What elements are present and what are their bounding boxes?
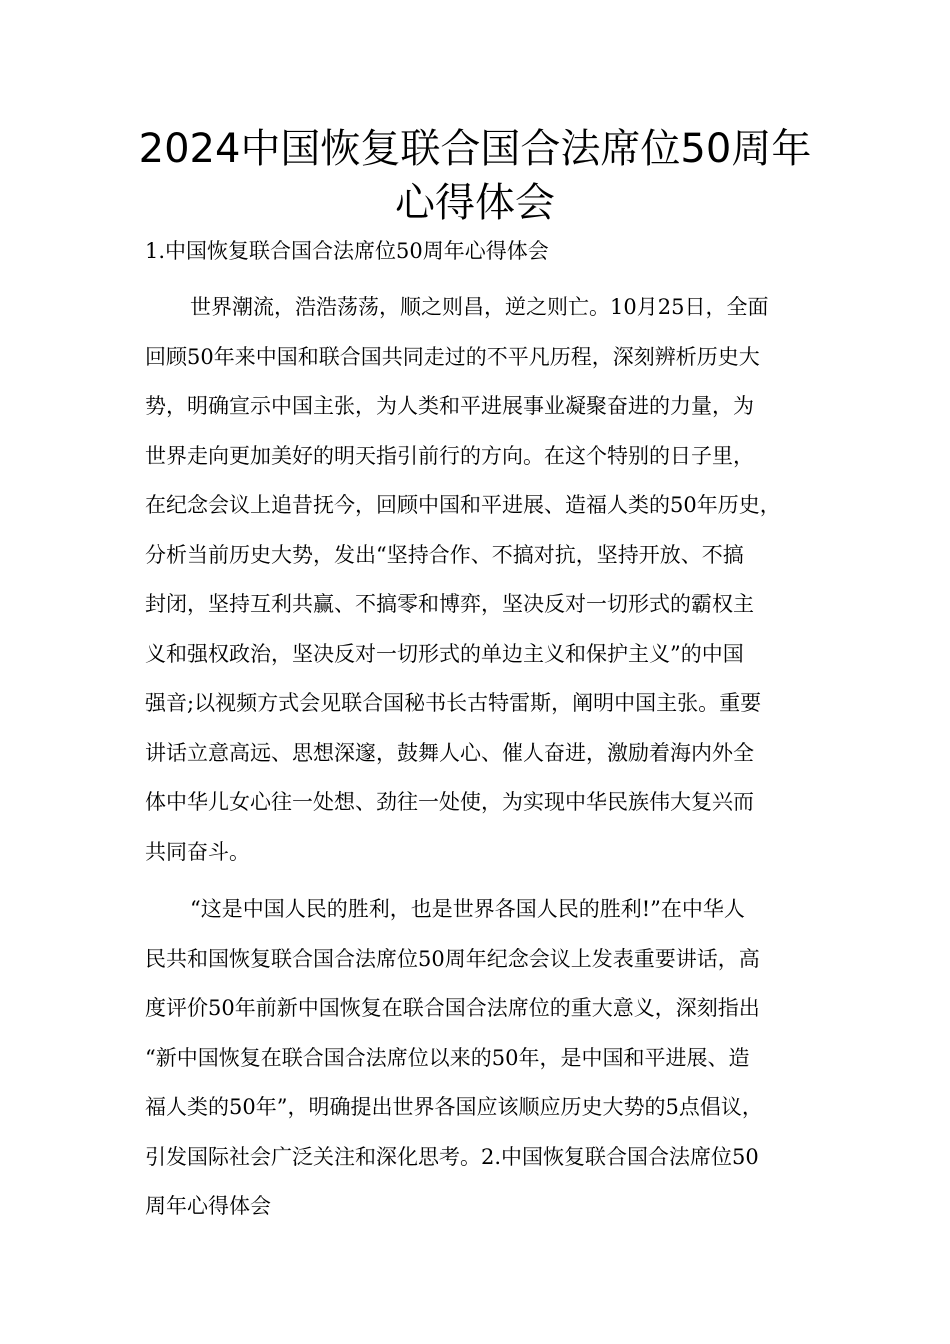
paragraph-line: 引发国际社会广泛关注和深化思考。2.中国恢复联合国合法席位50 bbox=[145, 1144, 759, 1169]
paragraph-line: 封闭，坚持互利共赢、不搞零和博弈，坚决反对一切形式的霸权主 bbox=[145, 592, 754, 616]
paragraph-line: 义和强权政治，坚决反对一切形式的单边主义和保护主义”的中国 bbox=[145, 641, 744, 666]
paragraph-line: 在纪念会议上追昔抚今，回顾中国和平进展、造福人类的50年历史， bbox=[145, 493, 781, 517]
paragraph-line: 民共和国恢复联合国合法席位50周年纪念会议上发表重要讲话，高 bbox=[145, 946, 760, 971]
paragraph-line: 世界走向更加美好的明天指引前行的方向。在这个特别的日子里， bbox=[145, 443, 754, 468]
paragraph-line: “这是中国人民的胜利，也是世界各国人民的胜利!”在中华人 bbox=[190, 897, 745, 921]
paragraph-line: 强音;以视频方式会见联合国秘书长古特雷斯，阐明中国主张。重要 bbox=[145, 691, 762, 715]
paragraph-line: 势，明确宣示中国主张，为人类和平进展事业凝聚奋进的力量，为 bbox=[145, 394, 754, 418]
paragraph-line: 讲话立意高远、思想深邃，鼓舞人心、催人奋进，激励着海内外全 bbox=[145, 740, 754, 765]
document-title-line: 心得体会 bbox=[395, 180, 555, 226]
paragraph-line: “新中国恢复在联合国合法席位以来的50年，是中国和平进展、造 bbox=[145, 1045, 750, 1070]
paragraph-line: 福人类的50年”，明确提出世界各国应该顺应历史大势的5点倡议， bbox=[145, 1095, 763, 1119]
paragraph-line: 体中华儿女心往一处想、劲往一处使，为实现中华民族伟大复兴而 bbox=[145, 790, 754, 814]
document-title-line: 2024中国恢复联合国合法席位50周年 bbox=[138, 126, 812, 172]
paragraph-1 bbox=[145, 283, 835, 877]
paragraph-2 bbox=[145, 885, 835, 1232]
section-heading: 1.中国恢复联合国合法席位50周年心得体会 bbox=[145, 239, 549, 263]
paragraph-line: 共同奋斗。 bbox=[145, 839, 250, 864]
paragraph-line: 分析当前历史大势，发出“坚持合作、不搞对抗，坚持开放、不搞 bbox=[145, 542, 744, 567]
document-body bbox=[145, 232, 835, 1232]
paragraph-line: 度评价50年前新中国恢复在联合国合法席位的重大意义，深刻指出 bbox=[145, 996, 760, 1020]
paragraph-line: 周年心得体会 bbox=[145, 1194, 271, 1218]
paragraph-line: 回顾50年来中国和联合国共同走过的不平凡历程，深刻辨析历史大 bbox=[145, 344, 760, 369]
document-title bbox=[0, 122, 950, 230]
paragraph-line: 世界潮流，浩浩荡荡，顺之则昌，逆之则亡。10月25日，全面 bbox=[190, 295, 769, 319]
